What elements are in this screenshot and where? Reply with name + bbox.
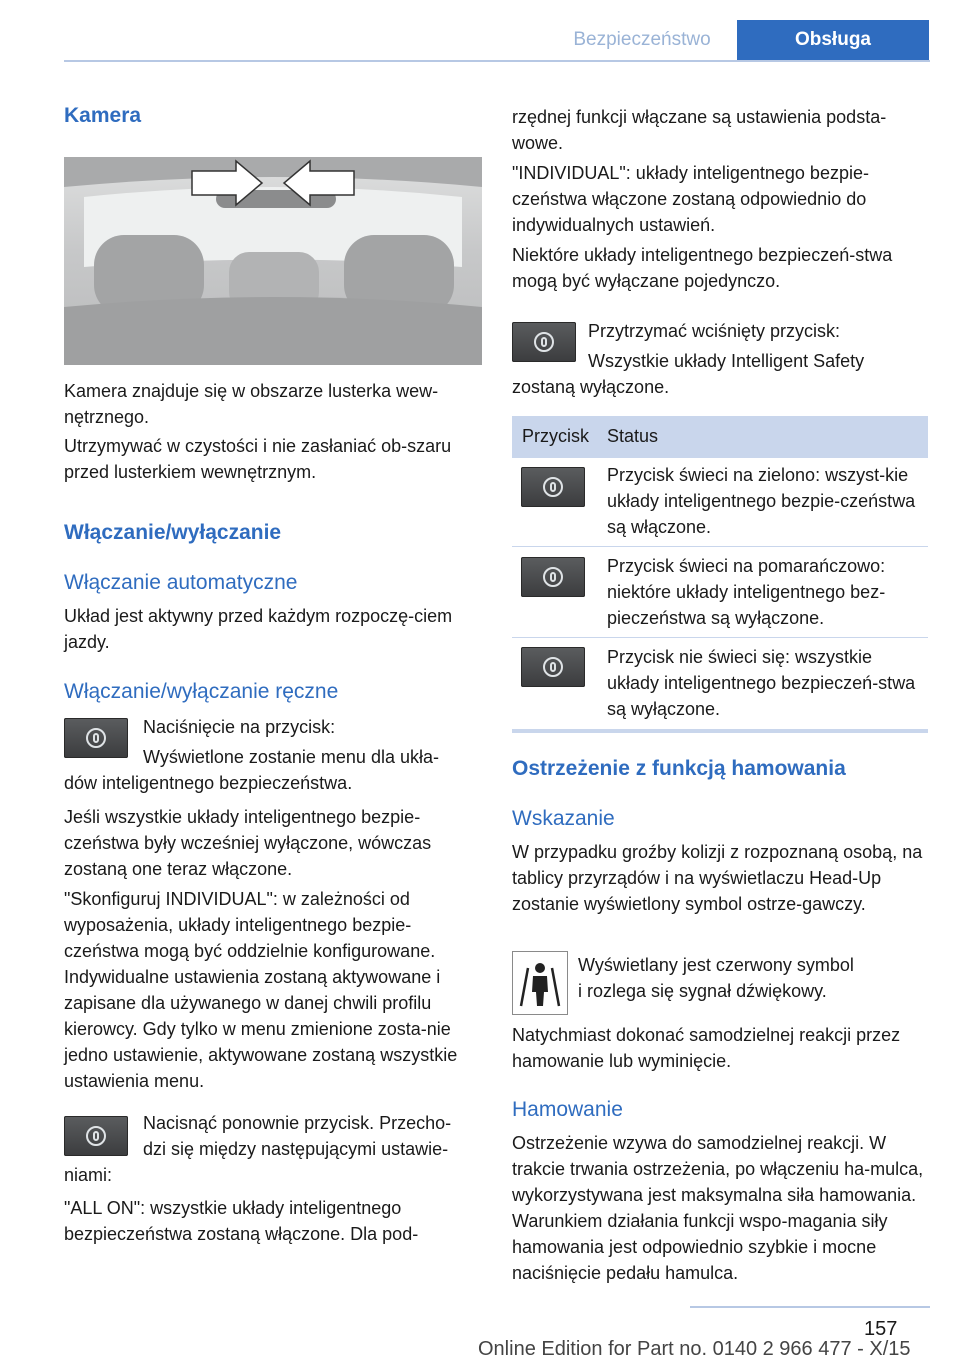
pedestrian-warning-image [512,951,568,1015]
button-text-1b: Wyświetlone zostanie menu dla ukła- [143,747,439,767]
table-row-divider [512,637,928,638]
heading-wlaczanie-automatyczne: Włączanie automatyczne [64,571,298,594]
intelligent-safety-icon [543,477,563,497]
paragraph-niektore: Niektóre układy inteligentnego bezpieczeń-stwa mogą być wyłączane pojedynczo. [512,245,893,291]
heading-wlaczanie: Włączanie/wyłączanie [64,521,282,544]
table-header-przycisk: Przycisk [522,426,589,446]
table-row-status-3: Przycisk nie świeci się: wszystkie układy inteligentnego bezpieczeń-stwa są wyłączone. [607,647,916,719]
table-row-divider [512,546,928,547]
tab-bezpieczenstwo[interactable]: Bezpieczeństwo [573,29,711,50]
table-end-rule [512,729,928,733]
paragraph-auto: Układ jest aktywny przed każdym rozpoczę-ciem jazdy. [64,606,453,652]
table-row-status-1: Przycisk świeci na zielono: wszyst-kie układy inteligentnego bezpie-czeństwa są włączone. [607,465,916,537]
paragraph-kamera-1: Kamera znajduje się w obszarze lusterka wew-nętrznego. [64,381,439,427]
button-text-3a: Przytrzymać wciśnięty przycisk: [588,321,841,341]
pedestrian-warning-icon [513,952,567,1014]
footer-divider [690,1306,930,1308]
pedestrian-text-2: i rozlega się sygnał dźwiękowy. [578,981,827,1001]
paragraph-continued: rzędnej funkcji włączane są ustawienia podsta-wowe. [512,107,887,153]
paragraph-skonfiguruj: "Skonfiguruj INDIVIDUAL": w zależności od wyposażenia, układy inteligentnego bezpie-czeństwa mogą być oddzielnie konfigurowane. Indywidualne ustawienia zostaną aktywowane i zapisane dla używanego w danej chwili profilu kierowcy. Gdy tylko w menu zmienione zosta-nie jedno ustawienie, aktywowane zostaną wszystkie ustawienia menu. [64,889,458,1091]
table-row-button-image [521,557,585,597]
intelligent-safety-button-image [64,718,128,758]
camera-photo [64,157,482,365]
intelligent-safety-icon [86,1126,106,1146]
heading-kamera: Kamera [64,104,142,127]
page-number: 157 [864,1318,898,1340]
footer-edition: Online Edition for Part no. 0140 2 966 477 - X/15 [478,1338,911,1360]
header-divider [64,60,930,62]
intelligent-safety-icon [86,728,106,748]
pedestrian-text-1: Wyświetlany jest czerwony symbol [578,955,854,975]
intelligent-safety-icon [543,567,563,587]
paragraph-kamera-2: Utrzymywać w czystości i nie zasłaniać ob-szaru przed lusterkiem wewnętrznym. [64,436,452,482]
table-row-button-image [521,647,585,687]
button-text-1c: dów inteligentnego bezpieczeństwa. [64,773,353,793]
button-text-2a: Nacisnąć ponownie przycisk. Przecho- [143,1113,452,1133]
heading-hamowanie: Hamowanie [512,1098,623,1121]
paragraph-wskazanie: W przypadku groźby kolizji z rozpoznaną osobą, na tablicy przyrządów i na wyświetlaczu Head-Up zostanie wyświetlony symbol ostrze-gawczy. [512,842,923,914]
button-text-3b: Wszystkie układy Intelligent Safety [588,351,865,371]
intelligent-safety-button-image [512,322,576,362]
paragraph-all-on: "ALL ON": wszystkie układy inteligentnego bezpieczeństwa zostaną włączone. Dla pod- [64,1198,419,1244]
button-text-1a: Naciśnięcie na przycisk: [143,717,336,737]
heading-reczne: Włączanie/wyłączanie ręczne [64,680,339,703]
tab-obsluga[interactable]: Obsługa [737,20,929,60]
paragraph-hamowanie: Ostrzeżenie wzywa do samodzielnej reakcji. W trakcie trwania ostrzeżenia, po włączeniu ha-mulca, wykorzystywana jest maksymalna siła hamowania. Warunkiem działania funkcji wspo-magania siły hamowania jest odpowiednio szybkie i mocne naciśnięcie pedału hamulca. [512,1133,924,1283]
table-row-button-image [521,467,585,507]
car-interior-illustration [64,157,482,365]
table-header-status: Status [607,426,659,446]
table-header [512,416,928,458]
paragraph-jesli: Jeśli wszystkie układy inteligentnego bezpie-czeństwa były wcześniej wyłączone, wówczas zostaną one teraz włączone. [64,807,432,879]
button-text-2c: niami: [64,1165,113,1185]
paragraph-individual: "INDIVIDUAL": układy inteligentnego bezpie-czeństwa włączone zostaną odpowiednio do indywidualnych ustawień. [512,163,869,235]
intelligent-safety-button-image [64,1116,128,1156]
table-row-status-2: Przycisk świeci na pomarańczowo: niektóre układy inteligentnego bez-pieczeństwa są wyłączone. [607,556,886,628]
heading-ostrzezenie: Ostrzeżenie z funkcją hamowania [512,757,846,780]
paragraph-natychmiast: Natychmiast dokonać samodzielnej reakcji przez hamowanie lub wyminięcie. [512,1025,901,1071]
button-text-3c: zostaną wyłączone. [512,377,670,397]
intelligent-safety-icon [534,332,554,352]
heading-wskazanie: Wskazanie [512,807,615,830]
button-text-2b: dzi się między następującymi ustawie- [143,1139,449,1159]
intelligent-safety-icon [543,657,563,677]
